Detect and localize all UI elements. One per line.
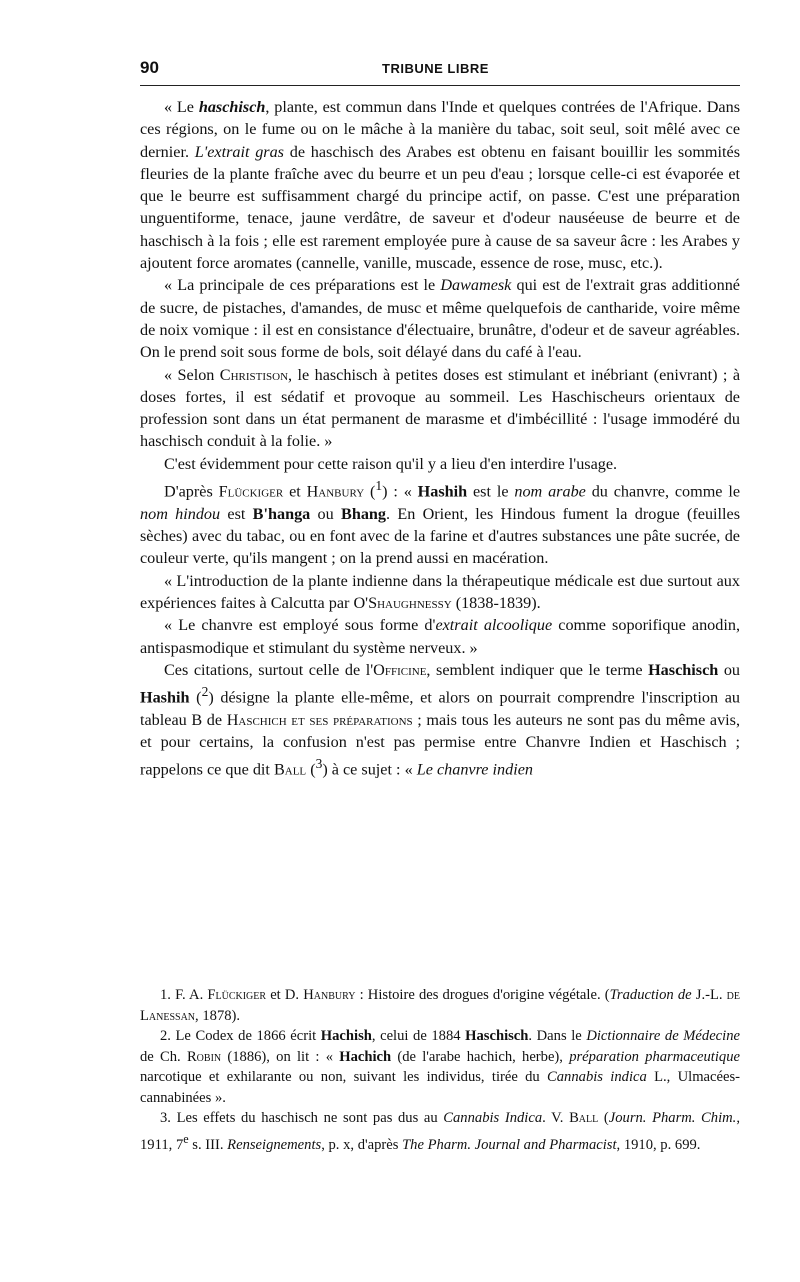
text-run: ( (189, 688, 202, 707)
small-caps-text: Christison (219, 365, 289, 384)
footnotes (140, 985, 740, 1155)
text-run: ou (718, 660, 741, 679)
text-run: , semblent indiquer que le terme (426, 660, 649, 679)
text-run: « Le chanvre est employé sous forme d' (164, 616, 436, 635)
small-caps-text: Haschich et ses préparations (226, 710, 413, 729)
header-rule (140, 85, 740, 86)
italic-text: The Pharm. Journal and Pharmacist (402, 1136, 617, 1153)
text-run: 2. Le Codex de 1866 écrit (160, 1028, 321, 1044)
text-run: , 1878). (195, 1007, 241, 1024)
text-run: « Le (164, 98, 199, 116)
small-caps-text: Hanbury (306, 482, 365, 501)
text-run: , 1910, p. 699. (616, 1136, 701, 1153)
paragraph (140, 570, 740, 615)
text-run: : Histoire des drogues d'origine végétale. ( (355, 987, 610, 1003)
text-run: . En Orient, les Hindous fument la drogue (feuilles sèches) avec du tabac, ou en font avec de la farine et d'autres substances une pâte sucrée, de couleur verte, qu'ils mangent ; on la prend aussi en macération. (140, 504, 741, 568)
text-run: et D. (266, 987, 304, 1003)
italic-text: Cannabis Indica (443, 1110, 543, 1126)
text-run: ) à ce sujet : « (322, 760, 417, 779)
small-caps-text: Robin (186, 1048, 222, 1065)
text-run: « La principale de ces préparations est le (164, 276, 441, 295)
text-run: ) désigne la plante elle-même, et alors on pourrait comprendre l'inscription au tableau B de (140, 688, 740, 729)
text-run: qui est de l'extrait gras additionné de sucre, de pistaches, d'amandes, de musc et même quelquefois de cantharide, voire même de noix vomique : il est en consistance d'électuaire, brunâtre, d'odeur et de saveur agréables. On le prend soit sous forme de bols, soit délayé dans du café à l'eau. (140, 276, 740, 362)
superscript: 1 (375, 478, 383, 494)
text-run: , 1911, 7 (140, 1110, 740, 1153)
bold-italic-text: haschisch (198, 98, 266, 116)
paragraph (140, 364, 740, 453)
small-caps-text: O'Shaughnessy (353, 593, 452, 612)
italic-text: préparation pharmaceutique (569, 1048, 740, 1065)
small-caps-text: Flückiger (218, 482, 284, 501)
italic-text: Le chanvre indien (416, 760, 533, 779)
italic-text: Renseignements (227, 1136, 322, 1153)
text-run: Ces citations, surtout celle de l' (164, 660, 374, 679)
small-caps-text: Ball (273, 760, 307, 779)
text-run: ) : « (382, 482, 418, 501)
text-run: est le (467, 482, 515, 501)
bold-text: Hashih (140, 688, 190, 707)
text-run: 1. F. A. (160, 987, 208, 1003)
text-run: comme soporifique anodin, antispasmodique et stimulant du système nerveux. » (140, 616, 741, 657)
text-run: 3. Les effets du haschisch ne sont pas dus au (160, 1110, 444, 1126)
paragraph (140, 475, 740, 570)
text-run: et (283, 482, 307, 501)
paragraph (140, 453, 740, 475)
italic-text: nom hindou (140, 504, 221, 523)
text-run: est (220, 504, 253, 523)
italic-text: L'extrait gras (194, 142, 284, 161)
italic-text: Dictionnaire de Médecine (586, 1028, 740, 1044)
text-run: J.-L. (691, 987, 727, 1003)
text-run: de haschisch des Arabes est obtenu en faisant bouillir les sommités fleuries de la plante fraîche avec du beurre et un peu d'eau ; lorsque celle-ci est évaporée et que le beurre est suffisamment chargé du principe actif, on passe. C'est une préparation unguentiforme, tenace, jaune verdâtre, de saveur et d'odeur nauséeuse de beurre et de haschisch à la fois ; elle est rarement employée pure à cause de sa saveur âcre : les Arabes y ajoutent force aromates (cannelle, vanille, muscade, essence de rose, musc, etc.). (140, 142, 740, 273)
paragraph (140, 659, 740, 781)
italic-text: Journ. Pharm. Chim. (608, 1110, 737, 1126)
bold-text: Bhang (341, 504, 387, 523)
text-run: ( (598, 1110, 609, 1126)
footnote (140, 985, 740, 1026)
bold-text: Hachish (320, 1028, 372, 1044)
text-run: (1886), on lit : « (221, 1048, 340, 1065)
paragraph (140, 96, 740, 274)
small-caps-text: Hanbury (303, 987, 356, 1003)
footnote (140, 1026, 740, 1108)
body-text (140, 96, 740, 781)
text-run: (1838-1839). (451, 593, 541, 612)
small-caps-text: Flückiger (207, 987, 267, 1003)
footnote (140, 1108, 740, 1155)
text-run: , le haschisch à petites doses est stimulant et inébriant (enivrant) ; à doses fortes, il est sédatif et provoque au sommeil. Les Haschischeurs orientaux de profession sont dans un état permanent de marasme et d'imbécillité : l'usage immodéré du haschisch conduit à la folie. » (140, 365, 740, 451)
bold-text: Hashih (417, 482, 468, 501)
text-run: « Selon (164, 365, 220, 384)
text-run: ou (310, 504, 342, 523)
italic-text: Traduction de (609, 987, 692, 1003)
bold-text: B'hanga (252, 504, 311, 523)
text-run: , p. x, d'après (321, 1136, 403, 1153)
page-number: 90 (140, 58, 159, 77)
superscript: 3 (315, 756, 323, 772)
bold-text: Haschisch (648, 660, 719, 679)
italic-text: Dawamesk (440, 276, 512, 295)
text-run: ; mais tous les auteurs ne sont pas du même avis, et pour certains, la confusion n'est pas permise entre Chanvre Indien et Haschisch ; rappelons ce que dit (140, 710, 741, 779)
text-run: narcotique et exhilarante ou non, suivant les individus, tirée du (140, 1069, 548, 1085)
text-run: , plante, est commun dans l'Inde et quelques contrées de l'Afrique. Dans ces régions, on le fume ou on le mâche à la manière du tabac, soit seul, soit mêlé avec ce dernier. (140, 98, 740, 161)
text-run: du chanvre, comme le (585, 482, 741, 501)
bold-text: Hachich (339, 1048, 392, 1065)
small-caps-text: Officine (373, 660, 427, 679)
text-run: . V. (542, 1110, 570, 1126)
text-run: L., Ulmacées-cannabinées ». (140, 1069, 741, 1106)
text-run: de Ch. (140, 1048, 187, 1065)
italic-text: Cannabis indica (547, 1069, 647, 1085)
bold-text: Haschisch (465, 1028, 529, 1044)
small-caps-text: de Lanessan (140, 987, 741, 1024)
running-title: TRIBUNE LIBRE (382, 61, 489, 76)
text-run: C'est évidemment pour cette raison qu'il y a lieu d'en interdire l'usage. (164, 454, 618, 473)
small-caps-text: Ball (569, 1110, 599, 1126)
text-run: ( (364, 482, 376, 501)
text-run: . Dans le (528, 1028, 587, 1044)
superscript: 2 (201, 684, 209, 700)
paragraph (140, 274, 740, 363)
text-run: , celui de 1884 (371, 1028, 466, 1044)
superscript: e (183, 1131, 189, 1146)
paragraph (140, 614, 740, 659)
text-run: D'après (164, 482, 219, 501)
text-run: s. III. (188, 1136, 228, 1153)
italic-text: nom arabe (514, 482, 586, 501)
running-head (140, 58, 740, 82)
text-run: « L'introduction de la plante indienne dans la thérapeutique médicale est due surtout aux expériences faites à Calcutta par (140, 571, 740, 612)
italic-text: extrait alcoolique (435, 616, 553, 635)
text-run: ( (306, 760, 316, 779)
text-run: (de l'arabe hachich, herbe), (391, 1048, 570, 1065)
